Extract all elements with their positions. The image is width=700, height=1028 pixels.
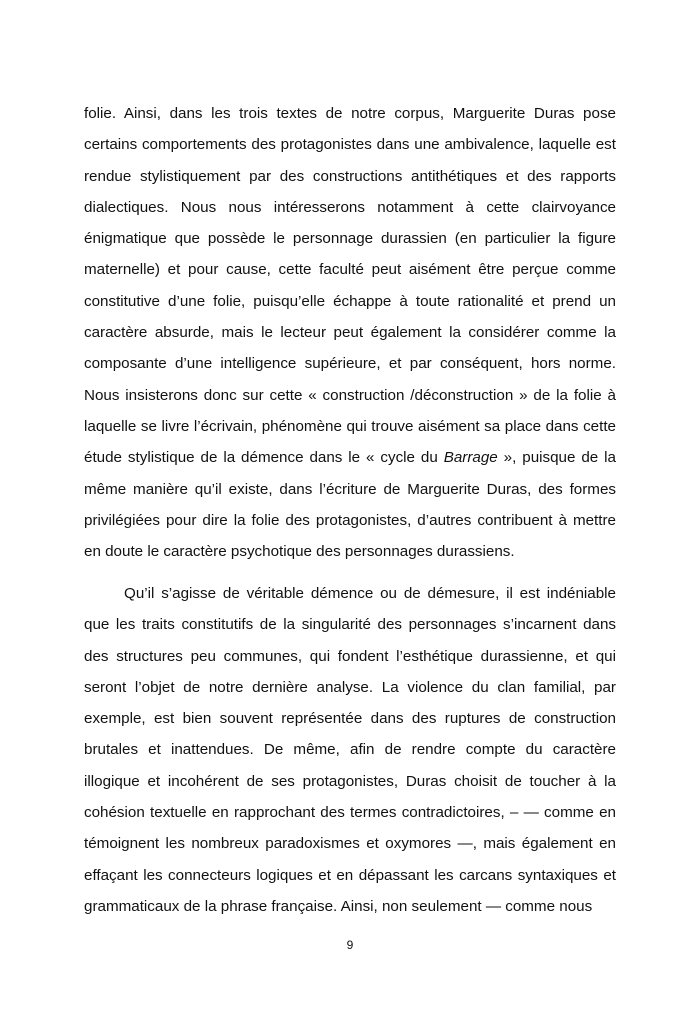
- italic-title-barrage: Barrage: [443, 449, 498, 467]
- paragraph-1: [84, 98, 616, 567]
- paragraph-2: Qu’il s’agisse de véritable démence ou de démesure, il est indéniable que les traits constitutifs de la singularité des personnages s’incarnent dans des structures peu communes, qui fondent l’esthétique durassienne, et qui seront l’objet de notre dernière analyse. La violence du clan familial, par exemple, est bien souvent représentée dans des ruptures de construction brutales et inattendues. De même, afin de rendre compte du caractère illogique et incohérent de ses protagonistes, Duras choisit de toucher à la cohésion textuelle en rapprochant des termes contradictoires, – — comme en témoignent les nombreux paradoxismes et oxymores —, mais également en effaçant les connecteurs logiques et en dépassant les carcans syntaxiques et grammaticaux de la phrase française. Ainsi, non seulement — comme nous: [84, 585, 616, 915]
- paragraph-1-text-start: folie. Ainsi, dans les trois textes de notre corpus, Marguerite Duras pose certains comportements des protagonistes dans une ambivalence, laquelle est rendue stylistiquement par des constructions antithétiques et des rapports dialectiques. Nous nous intéresserons notamment à cette clairvoyance énigmatique que possède le personnage durassien (en particulier la figure maternelle) et pour cause, cette faculté peut aisément être perçue comme constitutive d’une folie, puisqu’elle échappe à toute rationalité et prend un caractère absurde, mais le lecteur peut également la considérer comme la composante d’une intelligence supérieure, et par conséquent, hors norme. Nous insisterons donc sur cette « construction /déconstruction » de la folie à laquelle se livre l’écrivain, phénomène qui trouve aisément sa place dans cette étude stylistique de la démence dans le « cycle du: [84, 105, 616, 467]
- paragraph-1-text-end: », puisque de la même manière qu’il existe, dans l’écriture de Marguerite Duras, des formes privilégiées pour dire la folie des protagonistes, d’autres contribuent à mettre en doute le caractère psychotique des personnages durassiens.: [84, 449, 616, 561]
- page-number: 9: [346, 938, 354, 952]
